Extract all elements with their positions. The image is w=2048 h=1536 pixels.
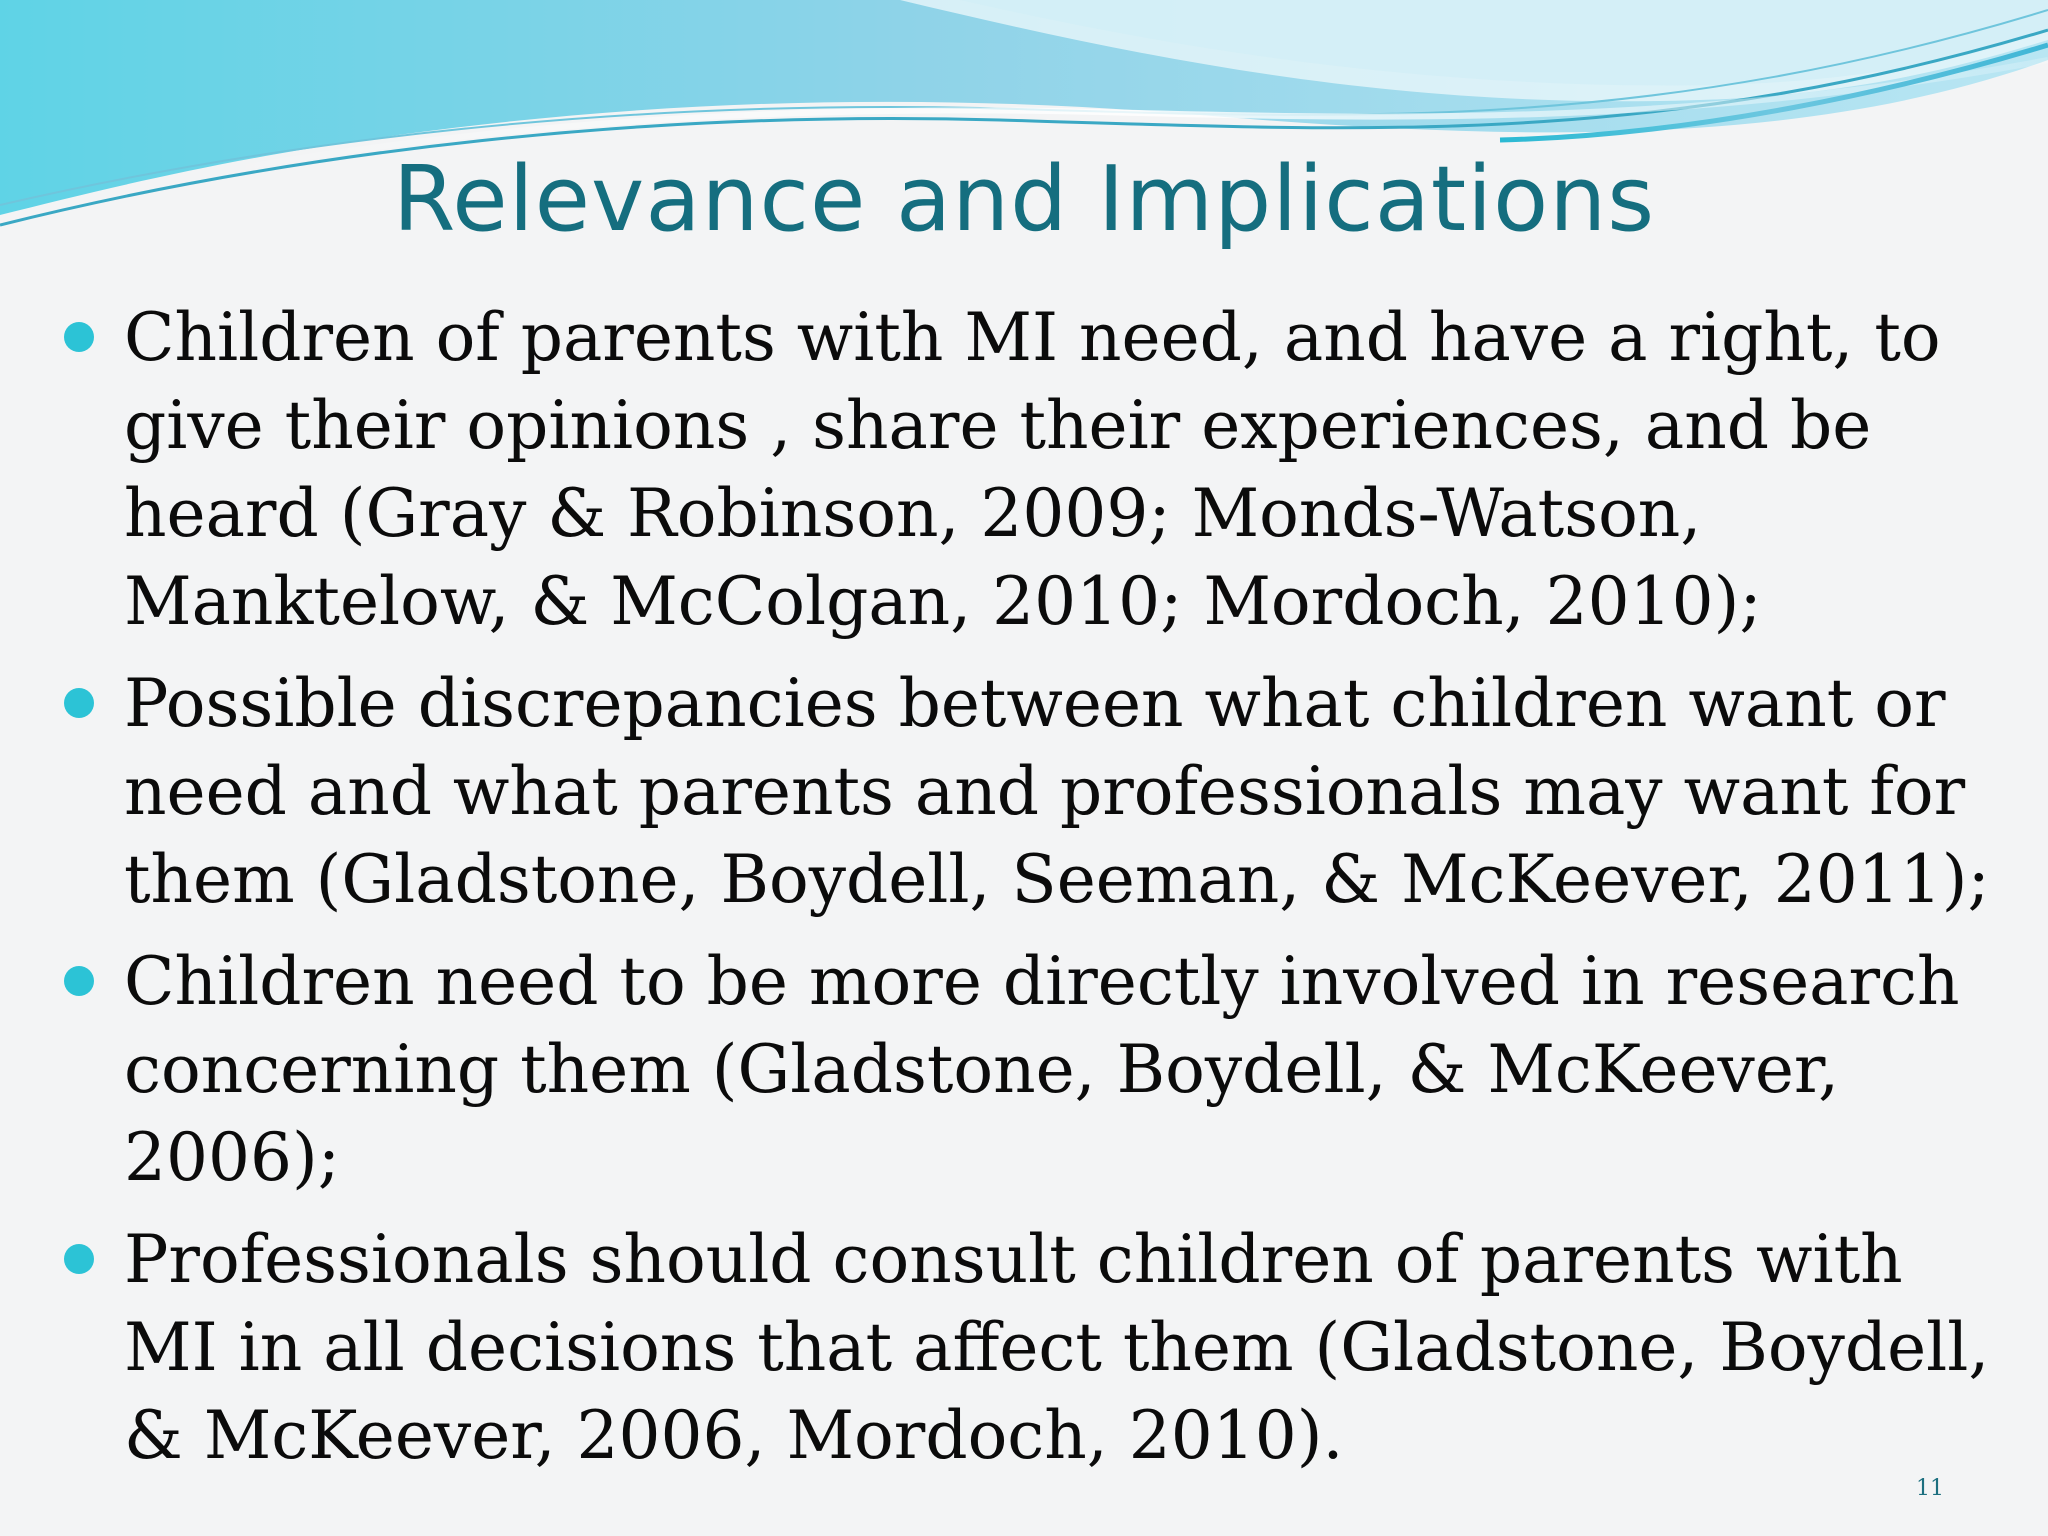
bullet-item <box>0 660 2048 924</box>
bullet-item <box>0 938 2048 1202</box>
page-number: 11 <box>1916 1476 1944 1501</box>
bullet-text: Children need to be more directly involved in research concerning them (Gladstone, Boydell, & McKeever, 2006); <box>124 943 1960 1196</box>
bullet-text: Professionals should consult children of parents with MI in all decisions that affect them (Gladstone, Boydell, & McKeever, 2006, Mordoch, 2010). <box>124 1221 1990 1474</box>
bullet-dot-icon <box>64 322 94 352</box>
bullet-dot-icon <box>64 688 94 718</box>
bullet-text: Children of parents with MI need, and have a right, to give their opinions , share their experiences, and be heard (Gray & Robinson, 2009; Monds-Watson, Manktelow, & McColgan, 2010; Mordoch, 2010); <box>124 299 1941 640</box>
bullet-item <box>0 294 2048 646</box>
bullet-dot-icon <box>64 966 94 996</box>
bullet-dot-icon <box>64 1244 94 1274</box>
bullet-list <box>0 294 2048 1494</box>
bullet-text: Possible discrepancies between what children want or need and what parents and professionals may want for them (Gladstone, Boydell, Seeman, & McKeever, 2011); <box>124 665 1990 918</box>
bullet-item <box>0 1216 2048 1480</box>
slide-title: Relevance and Implications <box>392 147 1656 252</box>
